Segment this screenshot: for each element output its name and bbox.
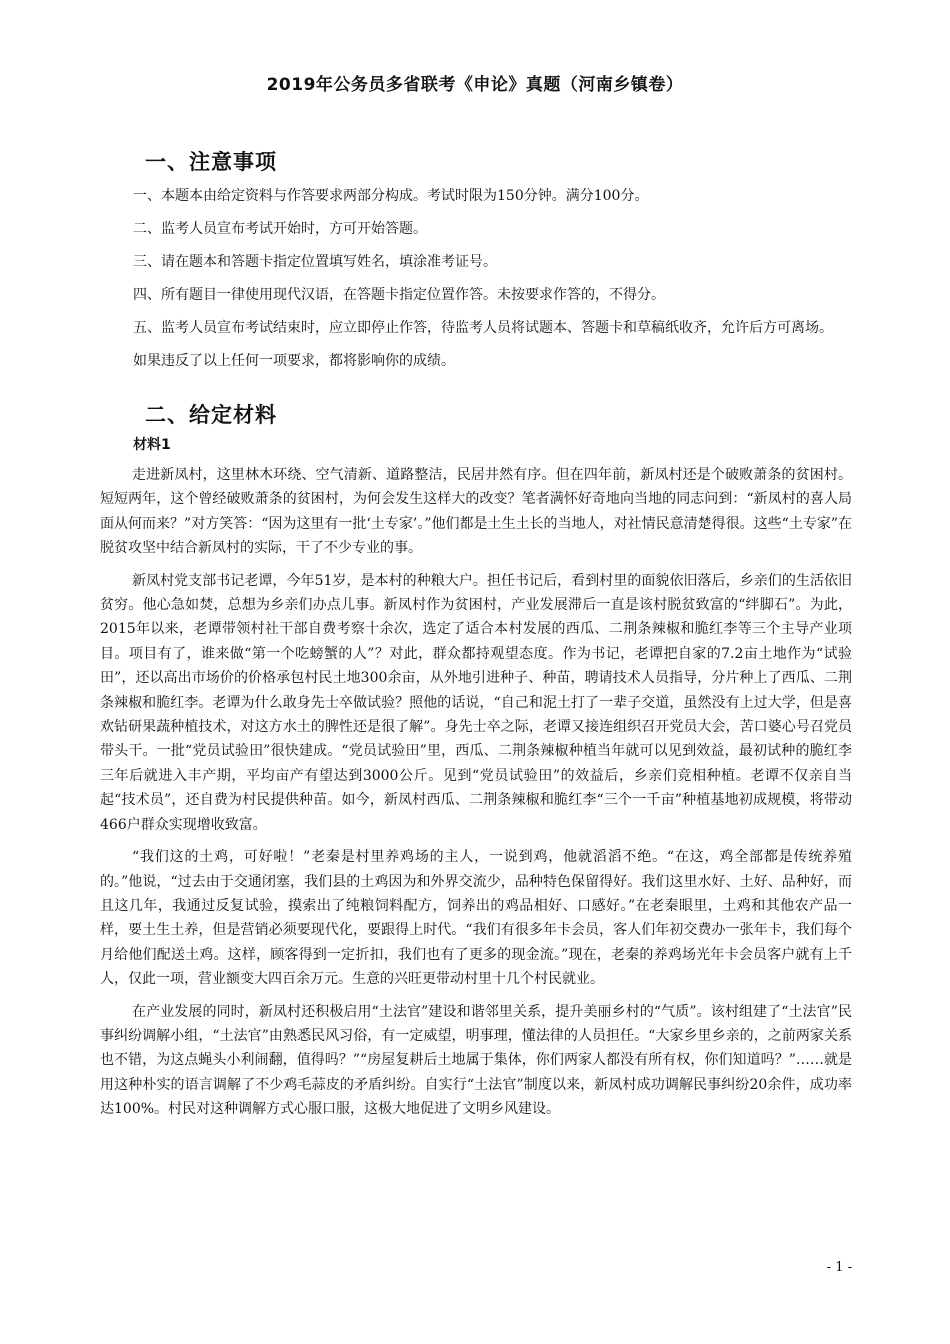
material-paragraph: “我们这的土鸡，可好啦！”老秦是村里养鸡场的主人，一说到鸡，他就滔滔不绝。“在这，鸡全部都是传统养殖的。”他说，“过去由于交通闭塞，我们县的土鸡因为和外界交流少，品种特色保留得好。我们这里水好、土好、品种好，而且这几年，我通过反复试验，摸索出了纯粮饲料配方，饲养出的鸡品相好、口感好。”在老秦眼里，土鸡和其他农产品一样，要土生土养，但是营销必须要现代化，要跟得上时代。“我们有很多年卡会员，客人们年初交费办一张年卡，我们每个月给他们配送土鸡。这样，顾客得到一定折扣，我们也有了更多的现金流。”现在，老秦的养鸡场光年卡会员客户就有上千人，仅此一项，营业额变大四百余万元。生意的兴旺更带动村里十几个村民就业。 [100,849,852,988]
material-paragraph: 在产业发展的同时，新凤村还积极启用“土法官”建设和谐邻里关系，提升美丽乡村的“气质”。该村组建了“土法官”民事纠纷调解小组，“土法官”由熟悉民风习俗，有一定威望，明事理，懂法律的人员担任。“大家乡里乡亲的，之前两家关系也不错，为这点蝇头小利闹翻，值得吗？”“房屋复耕后土地属于集体，你们两家人都没有所有权，你们知道吗？”……就是用这种朴实的语言调解了不少鸡毛蒜皮的矛盾纠纷。自实行“土法官”制度以来，新凤村成功调解民事纠纷20余件，成功率达100%。村民对这种调解方式心服口服，这极大地促进了文明乡风建设。 [100,1003,852,1118]
section-heading-notes: 一、注意事项 [145,150,277,174]
page-title: 2019年公务员多省联考《申论》真题（河南乡镇卷） [266,75,684,95]
note-item: 一、本题本由给定资料与作答要求两部分构成。考试时限为150分钟。满分100分。 [133,188,649,204]
section-heading-materials: 二、给定材料 [145,403,277,427]
material-paragraph: 新凤村党支部书记老谭，今年51岁，是本村的种粮大户。担任书记后，看到村里的面貌依旧落后，乡亲们的生活依旧贫穷。他心急如焚，总想为乡亲们办点儿事。新凤村作为贫困村，产业发展滞后一直是该村脱贫致富的“绊脚石”。为此，2015年以来，老谭带领村社干部自费考察十余次，选定了适合本村发展的西瓜、二荆条辣椒和脆红李等三个主导产业项目。项目有了，谁来做“第一个吃螃蟹的人”？对此，群众都持观望态度。作为书记，老谭把自家的7.2亩土地作为“试验田”，还以高出市场价的价格承包村民土地300余亩，从外地引进种子、种苗，聘请技术人员指导，分片种上了西瓜、二荆条辣椒和脆红李。老谭为什么敢身先士卒做试验？照他的话说，“自己和泥土打了一辈子交道，虽然没有上过大学，但是喜欢钻研果蔬种植技术，对这方水土的脾性还是很了解”。身先士卒之际，老谭又接连组织召开党员大会，苦口婆心号召党员带头干。一批“党员试验田”很快建成。“党员试验田”里，西瓜、二荆条辣椒种植当年就可以见到效益，最初试种的脆红李三年后就进入丰产期，平均亩产有望达到3000公斤。见到“党员试验田”的效益后，乡亲们竞相种植。老谭不仅亲自当起“技术员”，还自费为村民提供种苗。如今，新凤村西瓜、二荆条辣椒和脆红李“三个一千亩”种植基地初成规模，将带动466户群众实现增收致富。 [100,572,852,833]
note-item: 四、所有题目一律使用现代汉语，在答题卡指定位置作答。未按要求作答的，不得分。 [133,287,665,303]
note-warning: 如果违反了以上任何一项要求，都将影响你的成绩。 [133,353,455,369]
notes-list [100,183,835,381]
note-item: 二、监考人员宣布考试开始时，方可开始答题。 [133,221,427,237]
material-label: 材料1 [133,437,171,453]
note-item: 三、请在题本和答题卡指定位置填写姓名，填涂准考证号。 [133,254,497,270]
material-paragraph: 走进新凤村，这里林木环绕、空气清新、道路整洁，民居井然有序。但在四年前，新凤村还是个破败萧条的贫困村。短短两年，这个曾经破败萧条的贫困村，为何会发生这样大的改变？笔者满怀好奇地向当地的同志问到：“新凤村的喜人局面从何而来？”对方笑答：“因为这里有一批‘土专家’。”他们都是土生土长的当地人，对社情民意清楚得很。这些“土专家”在脱贫攻坚中结合新凤村的实际，干了不少专业的事。 [100,467,852,557]
note-item: 五、监考人员宣布考试结束时，应立即停止作答，待监考人员将试题本、答题卡和草稿纸收齐，允许后方可离场。 [133,320,833,336]
page-number: - 1 - [826,1260,852,1275]
material-body [100,463,852,1130]
